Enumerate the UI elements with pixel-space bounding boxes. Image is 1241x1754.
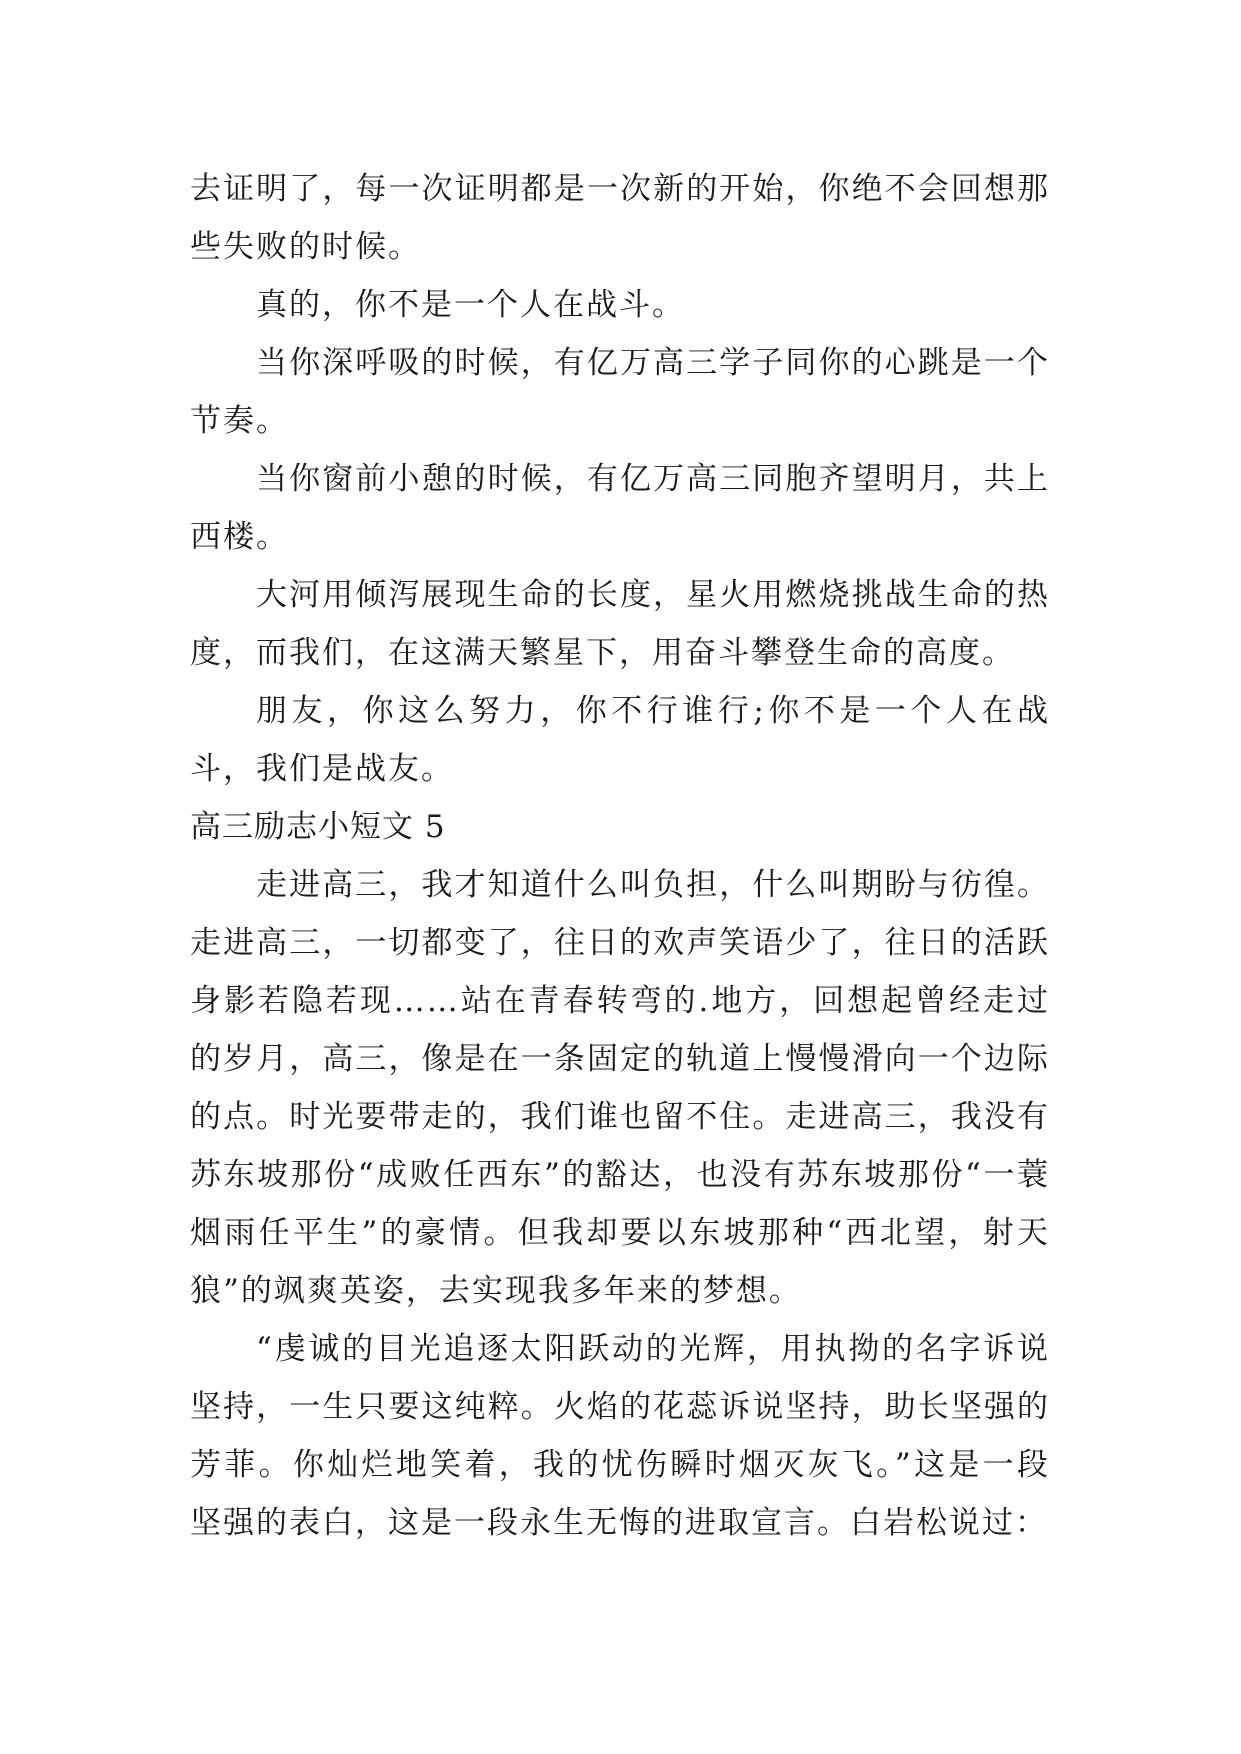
paragraph: 大河用倾泻展现生命的长度，星火用燃烧挑战生命的热度，而我们，在这满天繁星下，用奋斗攀登生命的高度。	[190, 577, 1050, 671]
section-heading: 高三励志小短文 5	[190, 809, 446, 845]
paragraph-continuation: 去证明了，每一次证明都是一次新的开始，你绝不会回想那些失败的时候。	[190, 171, 1050, 265]
paragraph: 真的，你不是一个人在战斗。	[256, 287, 685, 323]
paragraph: 当你窗前小憩的时候，有亿万高三同胞齐望明月，共上西楼。	[190, 461, 1050, 555]
paragraph: 走进高三，我才知道什么叫负担，什么叫期盼与彷徨。走进高三，一切都变了，往日的欢声笑语少了，往日的活跃身影若隐若现……站在青春转弯的.地方，回想起曾经走过的岁月，高三，像是在一条固定的轨道上慢慢滑向一个边际的点。时光要带走的，我们谁也留不住。走进高三，我没有苏东坡那份“成败任西东”的豁达，也没有苏东坡那份“一蓑烟雨任平生”的豪情。但我却要以东坡那种“西北望，射天狼”的飒爽英姿，去实现我多年来的梦想。	[190, 867, 1050, 1309]
paragraph: “虔诚的目光追逐太阳跃动的光辉，用执拗的名字诉说坚持，一生只要这纯粹。火焰的花蕊诉说坚持，助长坚强的芳菲。你灿烂地笑着，我的忧伤瞬时烟灭灰飞。”这是一段坚强的表白，这是一段永生无悔的进取宣言。白岩松说过：	[190, 1331, 1050, 1541]
paragraph: 当你深呼吸的时候，有亿万高三学子同你的心跳是一个节奏。	[190, 345, 1050, 439]
paragraph: 朋友，你这么努力，你不行谁行;你不是一个人在战斗，我们是战友。	[190, 693, 1050, 787]
document-body	[190, 160, 1050, 1552]
